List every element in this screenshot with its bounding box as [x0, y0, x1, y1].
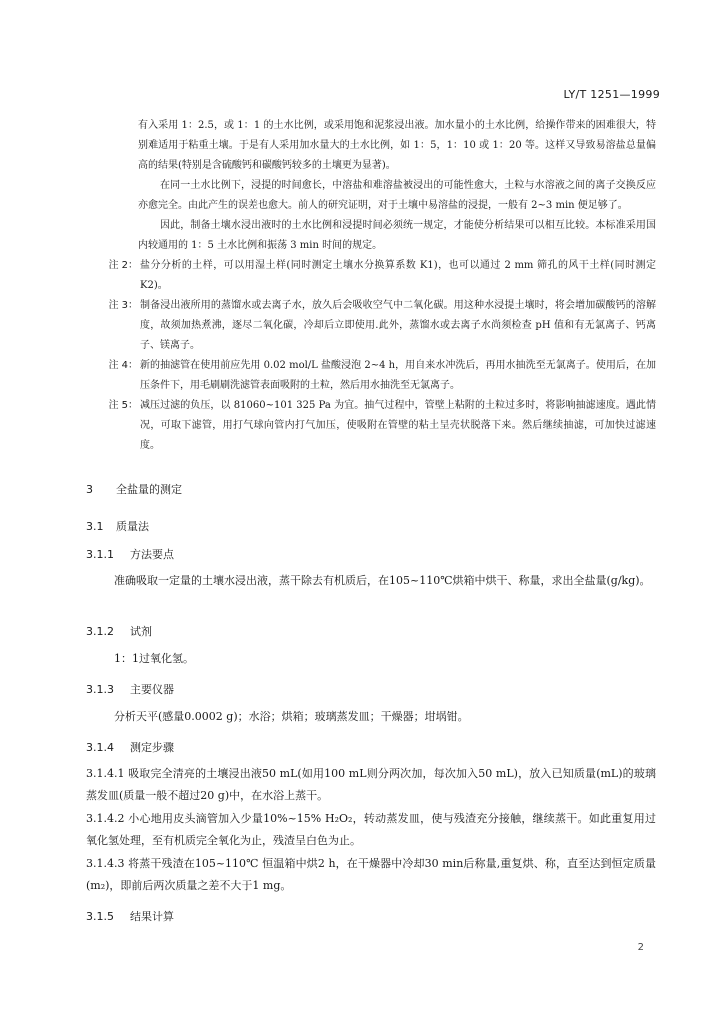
section-title: 测定步骤	[130, 741, 174, 754]
section-title: 结果计算	[130, 910, 174, 923]
section-3-1-3-heading	[86, 681, 174, 697]
section-title: 方法要点	[130, 548, 174, 561]
section-3-1-5-heading	[86, 908, 174, 924]
section-number: 3.1.3	[86, 683, 114, 696]
note-label: 注 5：	[108, 400, 138, 411]
section-title: 质量法	[116, 520, 149, 533]
paragraph-extraction-time: 在同一土水比例下，浸提的时间愈长，中溶盐和难溶盐被浸出的可能性愈大，土粒与水溶液之间的离子交换反应亦愈完全。由此产生的误差也愈大。前人的研究证明，对于土壤中易溶盐的浸提，一般有 2~3 min 便足够了。	[138, 180, 656, 211]
procedure-step-1: 3.1.4.1 吸取完全清亮的土壤浸出液50 mL(如用100 mL则分两次加，每次加入50 mL)，放入已知质量(mL)的玻璃蒸发皿(质量一般不超过20 g)中，在水浴上蒸干。	[86, 767, 656, 802]
note-2	[86, 256, 656, 296]
continued-paragraph: 有入采用 1：2.5，或 1：1 的土水比例，或采用饱和泥浆浸出液。加水量小的土水比例，给操作带来的困难很大，特别难适用于粘重土壤。于是有人采用加水量大的土水比例，如 1：5，1：10 或 1：20 等。这样又导致易溶盐总量偏高的结果(特别是含硫酸钙和碳酸钙较多的土壤更为显著)。	[138, 120, 656, 171]
reagent-text: 1：1过氧化氢。	[114, 652, 194, 665]
section-number: 3.1.2	[86, 625, 114, 638]
section-3-1-1-heading	[86, 546, 174, 562]
paragraph-standard-ratio: 因此，制备土壤水浸出液时的土水比例和浸提时间必须统一规定，才能使分析结果可以相互比较。本标准采用国内较通用的 1：5 土水比例和振荡 3 min 时间的规定。	[138, 220, 656, 251]
section-number: 3.1	[86, 520, 104, 533]
note-label: 注 2：	[108, 260, 138, 271]
note-text: 制备浸出液所用的蒸馏水或去离子水，放久后会吸收空气中二氧化碳。用这种水浸提土壤时，将会增加碳酸钙的溶解度，故须加热煮沸，逐尽二氧化碳，冷却后立即使用.此外，蒸馏水或去离子水尚须检查 pH 值和有无氯离子、钙离子、镁离子。	[140, 300, 656, 351]
section-title: 试剂	[130, 625, 152, 638]
section-number: 3.1.5	[86, 910, 114, 923]
continued-text-block	[86, 116, 656, 456]
note-label: 注 3：	[108, 300, 138, 311]
note-label: 注 4：	[108, 360, 138, 371]
section-number: 3	[86, 483, 93, 496]
section-3-1-2-heading	[86, 623, 152, 639]
note-4	[86, 356, 656, 396]
apparatus-text: 分析天平(感量0.0002 g)；水浴；烘箱；玻璃蒸发皿；干燥器；坩埚钳。	[114, 710, 469, 723]
method-summary-text: 准确吸取一定量的土壤水浸出液，蒸干除去有机质后，在105~110℃烘箱中烘干、称量，求出全盐量(g/kg)。	[114, 574, 651, 587]
section-number: 3.1.1	[86, 548, 114, 561]
section-number: 3.1.4	[86, 741, 114, 754]
page-number: 2	[637, 942, 644, 953]
note-3	[86, 296, 656, 356]
note-text: 减压过滤的负压，以 81060~101 325 Pa 为宜。抽气过程中，管壁上粘附的土粒过多时，将影响抽滤速度。遇此情况，可取下滤管，用打气球向管内打气加压，使吸附在管壁的粘土呈壳状脱落下来。然后继续抽滤，可加快过滤速度。	[140, 400, 656, 451]
section-title: 主要仪器	[130, 683, 174, 696]
procedure-step-3: 3.1.4.3 将蒸干残渣在105~110℃ 恒温箱中烘2 h，在干燥器中冷却30 min后称量,重复烘、称，直至达到恒定质量(m₂)，即前后两次质量之差不大于1 mg。	[86, 857, 656, 892]
section-3-heading	[86, 481, 182, 497]
standard-code: LY/T 1251—1999	[563, 88, 660, 101]
note-text: 新的抽滤管在使用前应先用 0.02 mol/L 盐酸浸泡 2~4 h，用自来水冲洗后，再用水抽洗至无氯离子。使用后，在加压条件下，用毛刷刷洗滤管表面吸附的土粒，然后用水抽洗至无氯离子。	[140, 360, 656, 391]
section-3-1-heading	[86, 518, 149, 534]
procedure-step-2: 3.1.4.2 小心地用皮头滴管加入少量10%~15% H₂O₂，转动蒸发皿，使与残渣充分接触，继续蒸干。如此重复用过氧化氢处理，至有机质完全氧化为止，残渣呈白色为止。	[86, 812, 656, 847]
note-5	[86, 396, 656, 456]
note-text: 盐分分析的土样，可以用湿土样(同时测定土壤水分换算系数 K1)，也可以通过 2 mm 筛孔的风干土样(同时测定 K2)。	[140, 260, 656, 291]
section-3-1-4-heading	[86, 739, 174, 755]
section-title: 全盐量的测定	[116, 483, 182, 496]
